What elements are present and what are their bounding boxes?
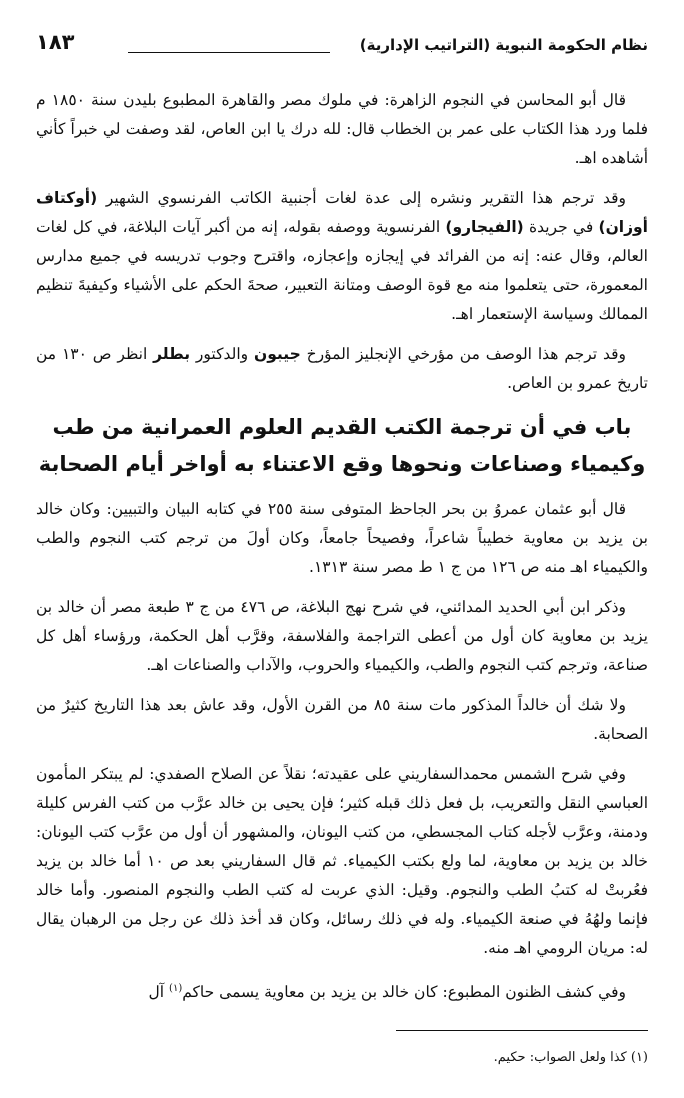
paragraph xyxy=(36,184,648,329)
page-body xyxy=(36,86,648,1018)
footnote-ref[interactable]: (١) xyxy=(169,983,183,994)
text-run: الفرنسوية ووصفه بقوله، إنه من أكبر آيات البلاغة، في كل لغات العالم، وقال عنه: إنه من الفرائد في إيجازه وإعجازه، واقترح وجوب تدريسه في جميع مدارس المعمورة، حتى يتعلموا منه مع قوة الوصف ومتانة التعبير، صحةَ الحكم على الأشياء وكيفيةَ تنظيم الممالك وسياسة الإستعمار اهـ. xyxy=(36,218,648,323)
paragraph: وذكر ابن أبي الحديد المدائني، في شرح نهج البلاغة، ص ٤٧٦ من ج ٣ طبعة مصر أن خالد بن يزيد بن معاوية كان أول من أعطى التراجمة والفلاسفة، وقرَّب أهل الحكمة، ورؤساء أهل كل صناعة، وترجم كتب النجوم والطب، والكيمياء والحروب، والآداب والصناعات اهـ. xyxy=(36,598,648,674)
text-run: في جريدة xyxy=(528,218,594,236)
text-run: آل xyxy=(148,983,165,1002)
bold-name: (الفيجارو) xyxy=(445,218,524,236)
page-number: ١٨٣ xyxy=(36,30,75,54)
text-run: وفي كشف الظنون المطبوع: كان خالد بن يزيد بن معاوية يسمى حاكم xyxy=(182,983,626,1002)
text-run: وقد ترجم هذا الوصف من مؤرخي الإنجليز المؤرخ xyxy=(306,345,626,363)
text-run: والدكتور xyxy=(195,345,249,363)
bold-name: (أوكتاف أوزان) xyxy=(36,189,648,236)
text-run: وقد ترجم هذا التقرير ونشره إلى عدة لغات أجنبية الكاتب الفرنسوي الشهير xyxy=(105,189,626,207)
paragraph xyxy=(36,974,648,1007)
footnote: (١) كذا ولعل الصواب: حكيم. xyxy=(493,1050,648,1065)
section-heading: باب في أن ترجمة الكتب القديم العلوم العمرانية من طب وكيمياء وصناعات ونحوها وقع الاعتناء به أواخر أيام الصحابة xyxy=(38,415,646,476)
bold-name: جيبون xyxy=(253,345,301,363)
text-run: انظر ص ١٣٠ من تاريخ عمرو بن العاص. xyxy=(36,345,648,392)
paragraph: قال أبو عثمان عمروُ بن بحر الجاحظ المتوفى سنة ٢٥٥ في كتابه البيان والتبيين: وكان خالد بن يزيد بن معاوية خطيباً شاعراً، وفصيحاً جامعاً، وكان أولَ من ترجم كتب النجوم والطب والكيمياء اهـ منه ص ١٢٦ من ج ١ ط مصر سنة ١٣١٣. xyxy=(36,500,648,576)
running-title: نظام الحكومة النبوية (التراتيب الإدارية) xyxy=(359,36,648,54)
paragraph: وفي شرح الشمس محمدالسفاريني على عقيدته؛ نقلاً عن الصلاح الصفدي: لم يبتكر المأمون العباسي النقل والتعريب، بل فعل ذلك قبله كثير؛ فإن يحيى بن خالد عرَّب من كتب الفرس كليلة ودمنة، وعرَّب لأجله كتاب المجسطي، من كتب اليونان، والمشهور أن أول من عرَّب كتب اليونان: خالد بن يزيد بن معاوية، لما ولع بكتب الكيمياء. ثم قال السفاريني بعد ص ١٠ أما خالد بن يزيد فعُربتْ له كتبُ الطب والنجوم. وقيل: الذي عربت له كتب الطب والنجوم المنصور. وأما خالد فإنما ولهُهُ في صنعة الكيمياء. وله في ذلك رسائل، وكان قد أخذ ذلك عن رجل من الرهبان يقال له: مريان الرومي اهـ منه. xyxy=(36,765,648,957)
running-header xyxy=(36,30,648,64)
bold-name: بطلر xyxy=(153,345,191,363)
header-rule xyxy=(128,52,330,53)
paragraph: ولا شك أن خالداً المذكور مات سنة ٨٥ من القرن الأول، وقد عاش بعد هذا التاريخ كثيرٌ من الصحابة. xyxy=(36,696,648,743)
footnote-rule xyxy=(396,1030,648,1031)
paragraph: قال أبو المحاسن في النجوم الزاهرة: في ملوك مصر والقاهرة المطبوع بليدن سنة ١٨٥٠ م فلما ورد هذا الكتاب على عمر بن الخطاب قال: لله درك يا ابن العاص، لقد وصفت لي خبراً كأني أشاهده اهـ. xyxy=(36,91,648,167)
paragraph xyxy=(36,340,648,398)
